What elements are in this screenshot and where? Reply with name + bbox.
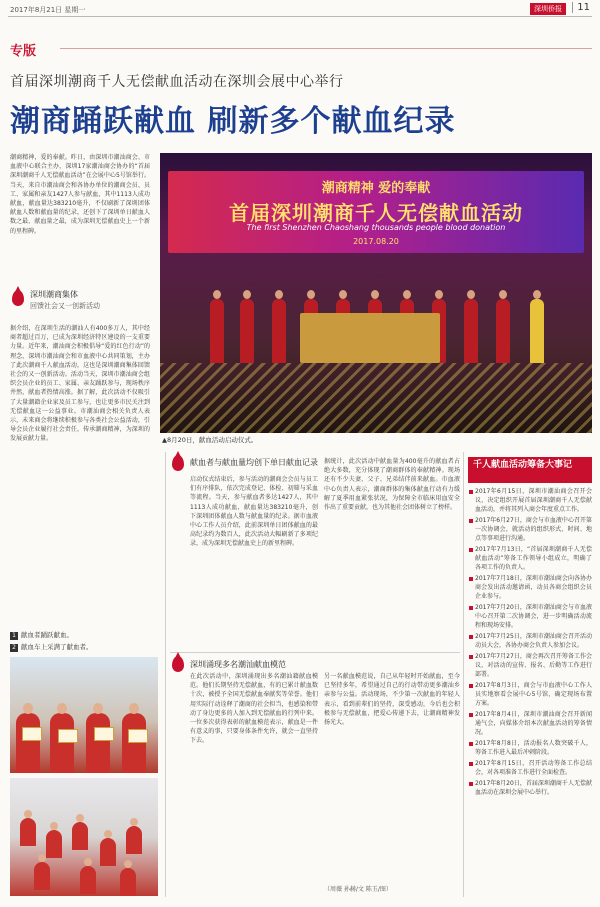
person-figure [464,299,478,363]
timeline-item: 2017年8月20日，首届深圳潮商千人无偿献血活动在深圳会展中心举行。 [468,779,592,797]
timeline-item: 2017年7月25日，深圳市潮汕商会召开活动动员大会，各协办商会负责人参加会议。 [468,632,592,650]
person-figure [50,713,74,773]
timeline-item: 2017年6月15日，深圳市潮汕商会召开会议，决定组织开展首届深圳潮商千人无偿献血活动，并将其列入商会年度重点工作。 [468,487,592,514]
lead-paragraph: 潮商精神，爱的奉献。昨日，由深圳市潮汕商会、市血液中心联合主办，深圳17家潮汕商会协办的“首届深圳潮商千人无偿献血活动”在会展中心5号馆举行。当天，来自市潮汕商会和各协办单位的潮商会员、员工、家属和亲友1427人参与献血，其中1113人成功献血，献血量达383210毫升，不仅刷新了深圳团体献血人数和献血量的纪录，还创下了深圳单日献血人数之最、献血量之最，成为深圳无偿献血史上一个新的里程碑。 [10,154,150,235]
blood-drop-icon [172,455,184,471]
banner-date: 2017.08.20 [353,237,399,246]
certificate-card [94,727,114,741]
blood-drop-icon [172,656,184,672]
main-photo-caption: ▲8月20日，献血活动启动仪式。 [162,436,258,444]
timeline-list [468,487,592,799]
person-figure [126,826,142,854]
timeline-item: 2017年7月27日，商会再次召开筹备工作会议，对活动的宣传、报名、后勤等工作进行部署。 [468,652,592,679]
section-divider [60,48,592,49]
person-figure [16,713,40,773]
left-section-body: 据介绍，在深圳生活的潮汕人有400多万人，其中经商者超过百万，已成为深圳经济特区建设的一支重要力量。近年来，潮汕商会积极倡导“爱的红色行动”的理念，深圳市潮汕商会和市血液中心共同策划，主办了此次潮商千人献血活动，这也是深圳潮商集体回馈社会的又一创新活动。活动当天，深圳市潮汕商会组织会员企业的员工、家属、亲友踊跃参与，现场秩序井然，献血者热情高涨。据了解，此次活动不仅吸引了大量潮籍企业家及员工参与，也让更多市民关注到无偿献血这一公益事业。市潮汕商会相关负责人表示，未来商会将继续积极参与各类社会公益活动，引导会员企业履行社会责任，传承潮商精神，为深圳的发展贡献力量。 [10,325,150,443]
person-figure [530,299,544,363]
certificate-card [58,729,78,743]
newspaper-brand: 深圳侨报 [530,3,566,15]
column-divider [463,452,464,897]
mid-section1-col2: 据统计，此次活动中献血量为400毫升的献血者占绝大多数，充分体现了潮商群体的奉献精神。现场还有不少夫妻、父子、兄弟结伴前来献血。市血液中心负责人表示，潮商群体的集体献血行动有力缓解了夏季用血紧张状况，为保障全市临床用血安全作出了重要贡献，也为其他社会团体树立了榜样。 [324,458,460,512]
article-headline: 潮商踊跃献血 刷新多个献血纪录 [10,104,456,139]
person-figure [34,862,50,890]
person-figure [86,713,110,773]
person-figure [240,299,254,363]
confetti [160,363,592,433]
certificate-card [22,727,42,741]
blood-drop-icon [12,290,24,306]
timeline-item: 2017年7月18日，深圳市潮汕商会向各协办商会发出活动邀请函，动员各商会组织会员企业参与。 [468,574,592,601]
photo-caption-2: 2 献血车上采满了献血者。 [10,642,93,652]
timeline-item: 2017年8月15日，召开活动筹备工作总结会，对各项准备工作进行全面检查。 [468,759,592,777]
banner-english: The first Shenzhen Chaoshang thousands people blood donation [246,223,506,232]
timeline-title: 千人献血活动筹备大事记 [468,457,592,483]
launch-platform [300,313,440,363]
person-figure [46,830,62,858]
timeline-item: 2017年8月4日，深圳市潮汕商会召开新闻通气会，向媒体介绍本次献血活动的筹备情况。 [468,710,592,737]
person-figure [20,818,36,846]
person-figure [100,838,116,866]
photo-caption-1: 1 献血者踊跃献血。 [10,630,73,640]
mid-section2-col1: 在此次活动中，深圳涌现出多名潮汕籍献血模范。他们长期坚持无偿献血，有的已累计献血数十次，被授予全国无偿献血奉献奖等荣誉。他们用实际行动诠释了潮商的社会担当，也感染和带动了身边更多的人加入到无偿献血的行列中来。一位多次获得表彰的献血模范表示，献血是一件有意义的事，只要身体条件允许，就会一直坚持下去。 [190,673,318,745]
timeline-item: 2017年7月20日，深圳市潮汕商会与市血液中心召开第二次协调会，进一步明确活动流程和现场安排。 [468,603,592,630]
person-figure [72,822,88,850]
certificate-card [128,729,148,743]
mid-section2-col2: 另一名献血模范说，自己从年轻时开始献血，至今已坚持多年，希望通过自己的行动带动更多潮汕乡亲参与公益。活动现场，不少第一次献血的年轻人表示，看到前辈们的坚持，深受感动，今后也会积极参与无偿献血，把爱心传递下去，让潮商精神发扬光大。 [324,673,460,727]
timeline-item: 2017年8月8日，活动报名人数突破千人，筹备工作进入最后冲刺阶段。 [468,739,592,757]
mid-section1-col1: 启动仪式结束后，参与活动的潮商会会员与员工们有序排队，依次完成登记、体检、初筛与采血等流程。当天，参与献血者多达1427人，其中1113人成功献血，献血量达383210毫升，创下深圳团体献血人数与献血量的纪录。据市血液中心工作人员介绍，此前深圳单日团体献血的最高纪录约为数百人，此次活动大幅刷新了多项纪录，成为深圳无偿献血史上的新里程碑。 [190,476,318,548]
banner-title: 首届深圳潮商千人无偿献血活动 [229,201,523,225]
mid-section2-title: 深圳涌现多名潮汕献血模范 [190,660,286,669]
article-subhead: 首届深圳潮商千人无偿献血活动在深圳会展中心举行 [10,74,344,90]
mid-section1-title: 献血者与献血量均创下单日献血记录 [190,458,318,467]
left-section-subtitle: 回馈社会又一创新活动 [30,302,100,310]
timeline-item: 2017年7月13日，“首届深圳潮商千人无偿献血活动”筹备工作领导小组成立，明确了各项工作的负责人。 [468,545,592,572]
section-divider-h [170,652,460,653]
person-figure [120,868,136,896]
section-label: 专版 [10,44,37,59]
byline: （周薇 孙赫/文 陈玉/图） [324,886,392,893]
donation-hall-photo [10,778,158,896]
timeline-item: 2017年8月3日，商会与市血液中心工作人员实地察看会展中心5号馆，确定现场布置方案。 [468,681,592,708]
person-figure [122,713,146,773]
event-banner [168,171,584,253]
donor-group-photo [10,657,158,773]
banner-slogan: 潮商精神 爱的奉献 [321,181,431,196]
column-divider [165,452,166,897]
timeline-sidebar [468,457,592,897]
header-divider [8,16,592,17]
person-figure [80,866,96,894]
main-event-photo [160,153,592,433]
timeline-item: 2017年6月27日，商会与市血液中心召开第一次协调会，就活动的组织形式、时间、地点等事项进行沟通。 [468,516,592,543]
issue-date: 2017年8月21日 星期一 [10,6,86,14]
left-section-title: 深圳潮商集体 [30,290,78,299]
page-number: 11 [572,2,590,13]
person-figure [496,299,510,363]
person-figure [210,299,224,363]
person-figure [272,299,286,363]
